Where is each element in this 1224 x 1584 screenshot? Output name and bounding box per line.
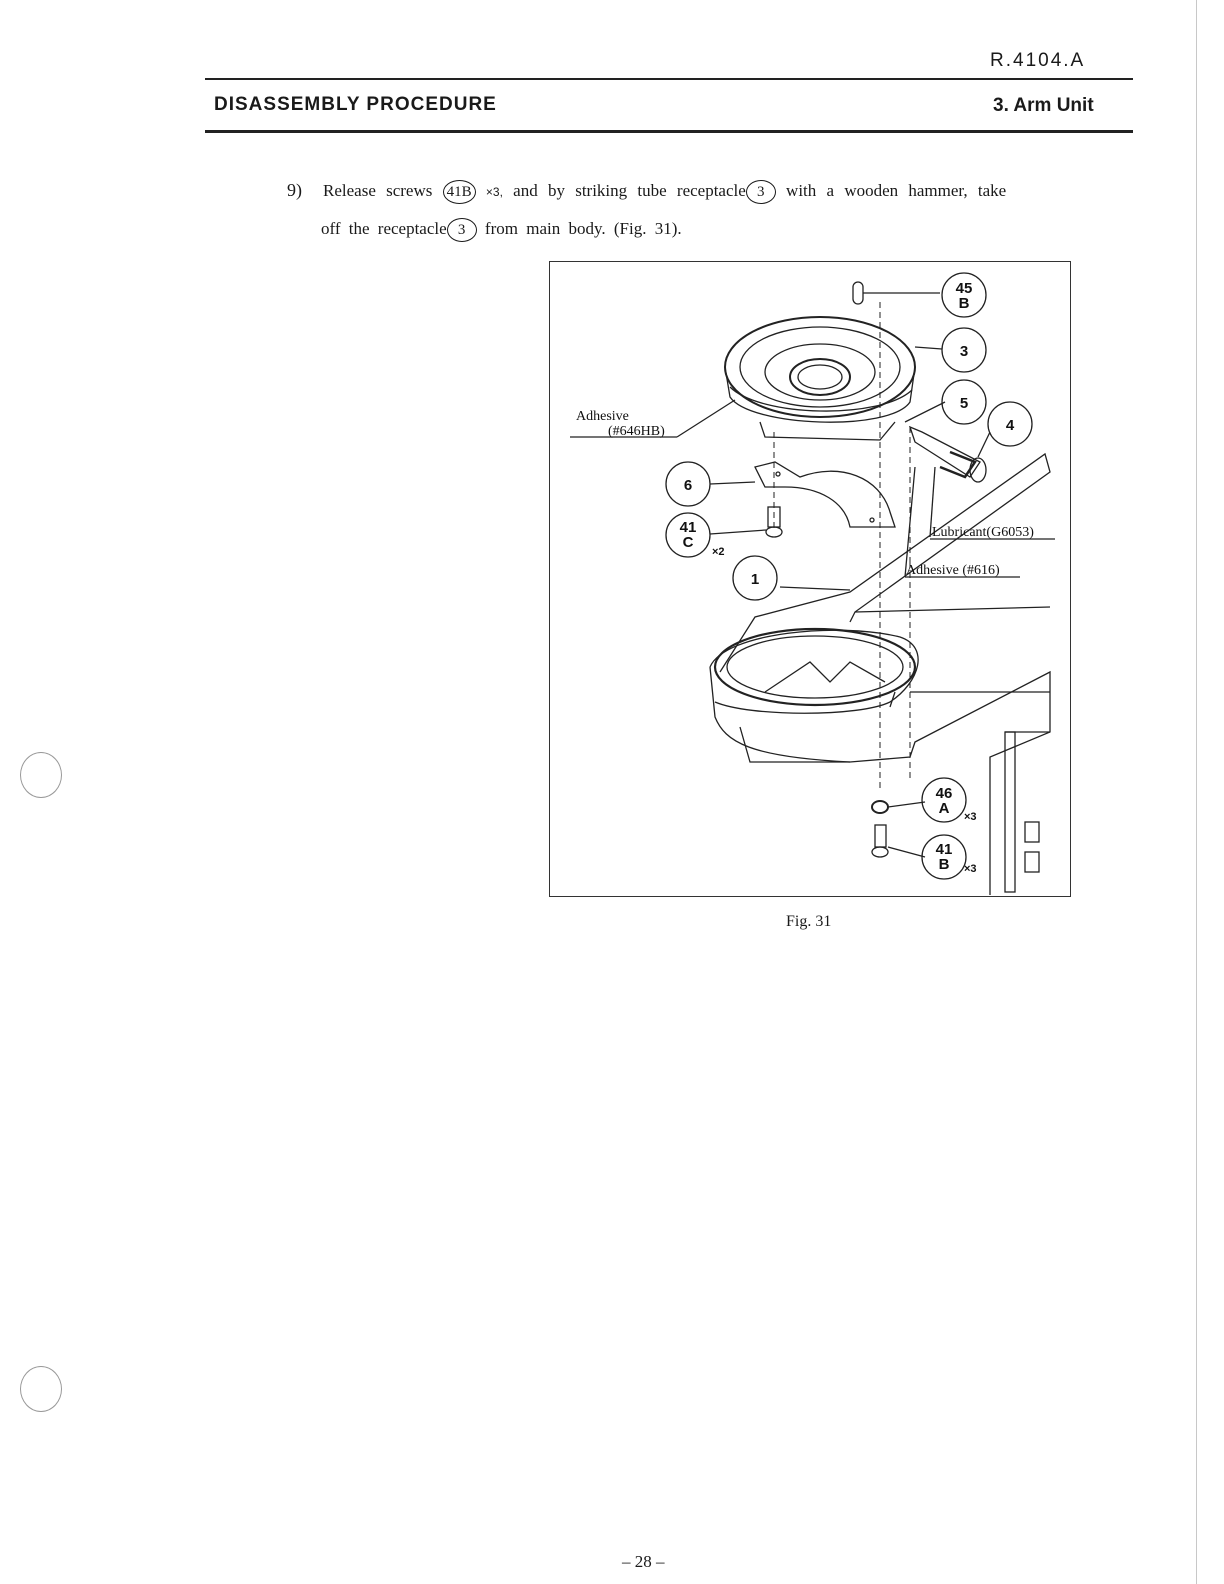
callout-45b-bottom: B bbox=[958, 295, 970, 312]
callout-46a-bottom: A bbox=[938, 800, 950, 817]
screw-41c bbox=[710, 507, 782, 537]
callout-41b-bottom: B bbox=[938, 856, 950, 873]
page-number: – 28 – bbox=[622, 1552, 665, 1571]
step-text: and by striking tube receptacle bbox=[513, 180, 746, 200]
pin-45b bbox=[853, 282, 863, 304]
step-text: off the receptacle bbox=[321, 218, 447, 238]
section-title: DISASSEMBLY PROCEDURE bbox=[214, 94, 497, 115]
callout-3-label: 3 bbox=[959, 343, 969, 360]
scan-edge bbox=[1196, 0, 1197, 1584]
callout-41b-qty: ×3 bbox=[964, 863, 977, 875]
step-text: with a wooden hammer, take bbox=[786, 180, 1007, 200]
figure-31 bbox=[549, 261, 1071, 897]
document-code: R.4104.A bbox=[990, 50, 1086, 71]
lubricant-label: Lubricant(G6053) bbox=[932, 525, 1034, 540]
part-ref-3: 3 bbox=[447, 218, 477, 242]
header-rule-bottom bbox=[205, 130, 1133, 133]
part-ref-41b: 41B bbox=[443, 180, 476, 204]
callout-46a-qty: ×3 bbox=[964, 811, 977, 823]
adhesive-646hb-label-2: (#646HB) bbox=[608, 424, 665, 439]
chapter-title: 3. Arm Unit bbox=[993, 95, 1094, 116]
header-rule-top bbox=[205, 78, 1133, 80]
washer-46a bbox=[872, 801, 925, 813]
callout-4-label: 4 bbox=[1005, 417, 1015, 434]
callout-6-label: 6 bbox=[683, 477, 693, 494]
part-ref-3: 3 bbox=[746, 180, 776, 204]
exploded-view-diagram bbox=[550, 262, 1070, 896]
callout-41c-bottom: C bbox=[682, 534, 694, 551]
callout-46a-top: 46 bbox=[935, 785, 953, 802]
adhesive-646hb-label-1: Adhesive bbox=[576, 409, 629, 424]
callout-5-label: 5 bbox=[959, 395, 969, 412]
step-text: from main body. (Fig. 31). bbox=[484, 218, 682, 238]
callout-1-label: 1 bbox=[750, 571, 760, 588]
tube-receptacle bbox=[725, 317, 915, 440]
step-text: Release screws bbox=[323, 180, 433, 200]
callout-45b-top: 45 bbox=[955, 280, 973, 297]
callout-41b-top: 41 bbox=[935, 841, 953, 858]
screw-41b bbox=[872, 825, 925, 857]
quantity: ×3, bbox=[485, 184, 503, 199]
punch-hole-top bbox=[20, 752, 62, 798]
step-text-line-1 bbox=[323, 180, 1006, 204]
plate-6 bbox=[755, 462, 895, 527]
callout-41c-top: 41 bbox=[679, 519, 697, 536]
step-number: 9) bbox=[287, 180, 302, 200]
figure-caption: Fig. 31 bbox=[786, 913, 832, 930]
adhesive-616-label: Adhesive (#616) bbox=[906, 563, 1000, 578]
step-text-line-2 bbox=[321, 218, 682, 242]
punch-hole-bottom bbox=[20, 1366, 62, 1412]
callout-41c-qty: ×2 bbox=[712, 546, 725, 558]
set-screw-4 bbox=[910, 427, 986, 482]
